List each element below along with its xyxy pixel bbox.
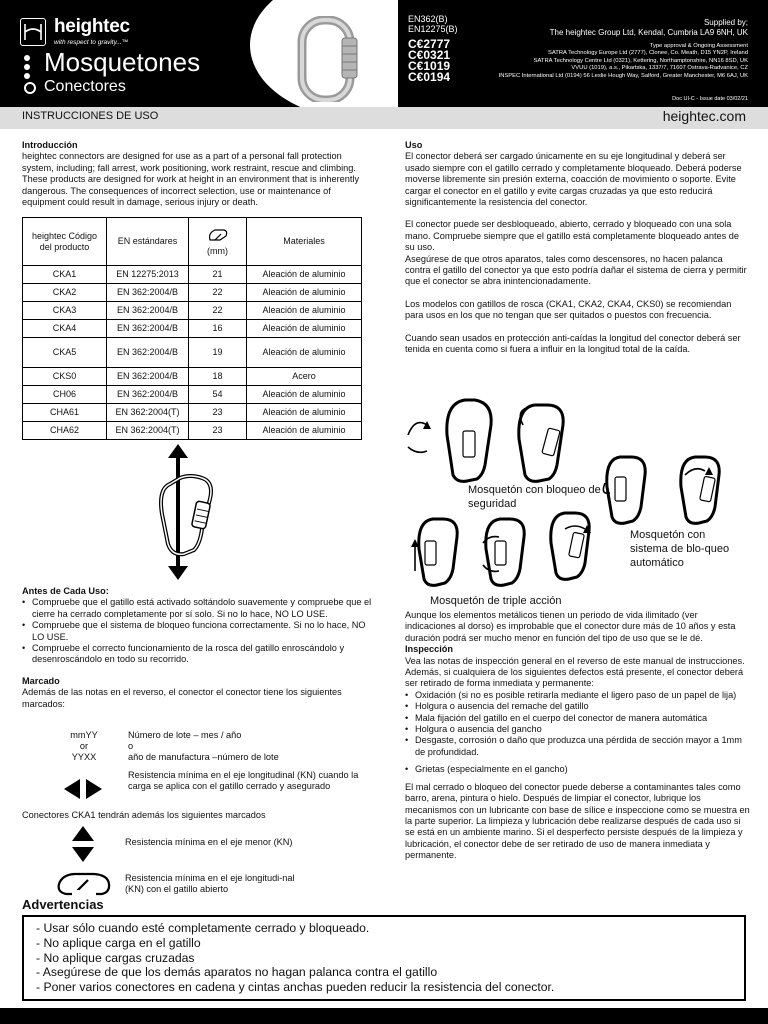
table-row: [23, 404, 362, 422]
table-row: [23, 284, 362, 302]
marking-heading: Marcado: [22, 675, 60, 686]
usage-paragraph: El conector puede ser desbloqueado, abierto, cerrado y bloqueado con una sola mano. Compruebe siempre que el gatillo está completamente bloqueado antes de su uso.: [405, 219, 740, 253]
inspection-list: [405, 690, 750, 776]
cell-standard: EN 362:2004/B: [107, 386, 189, 404]
ce-mark: C€1019: [408, 59, 451, 73]
minor-axis-arrows-icon: [72, 826, 94, 862]
approval-line: Type approval & Ongoing Assessment: [649, 43, 748, 49]
cell-code: CHA61: [23, 404, 107, 422]
cell-standard: EN 362:2004/B: [107, 368, 189, 386]
gate-opening-icon: [207, 227, 229, 243]
before-use-heading: Antes de Cada Uso:: [22, 586, 109, 596]
cell-material: Aleación de aluminio: [247, 302, 362, 320]
safety-lock-label: Mosquetón con bloqueo de seguridad: [468, 484, 601, 510]
table-row: [23, 368, 362, 386]
cell-code: CHA62: [23, 422, 107, 440]
list-item: • Holgura o ausencia del gancho: [405, 724, 750, 735]
cell-gate: 23: [189, 404, 247, 422]
cell-gate: 23: [189, 422, 247, 440]
usage-paragraph: Los modelos con gatillos de rosca (CKA1, CKA2, CKA4, CKS0) se recomiendan para usos en los que no tengan que ser quitados o puestos con frecuencia.: [405, 298, 732, 321]
cell-material: Aleación de aluminio: [247, 320, 362, 338]
gate-open-icon: [56, 870, 112, 898]
cell-standard: EN 362:2004/B: [107, 302, 189, 320]
cell-standard: EN 362:2004(T): [107, 422, 189, 440]
doc-reference: Doc UI-C - Issue date 03/02/21: [672, 96, 748, 102]
list-item: • Grietas (especialmente en el gancho): [405, 764, 750, 775]
right-lower-section: [405, 610, 750, 862]
warning-item: - No aplique carga en el gatillo: [36, 935, 201, 950]
approval-line: SATRA Technology Europe Ltd (2777), Clonee, Co. Meath, D15 YN2P, Ireland: [547, 50, 748, 57]
product-table: [22, 217, 362, 440]
lifespan-text: Aunque los elementos metálicos tienen un periodo de vida ilimitado (ver indicaciones al dorso) es improbable que el conector dure más de 10 años y esta duración podrá ser mucho menor en función del tipo de uso que se le dé.: [405, 610, 736, 643]
website-link[interactable]: heightec.com: [662, 108, 746, 124]
lot-code-meaning: [128, 730, 348, 764]
code-format: mmYY: [70, 730, 98, 740]
cell-standard: EN 362:2004/B: [107, 284, 189, 302]
footer-bar: [0, 1008, 768, 1024]
cell-gate: 19: [189, 338, 247, 368]
cell-standard: EN 362:2004/B: [107, 338, 189, 368]
intro-text: heightec connectors are designed for use as a part of a personal fall protection system, including; fall arrest, work positioning, work restraint, rescue and climbing. These products are designed for work at height in an environment that is inherently dangerous. The consequences of incorrect selection, use or maintenance of equipment could result in damage, serious injury or death.: [22, 151, 360, 208]
cell-material: Acero: [247, 368, 362, 386]
strip-title: INSTRUCCIONES DE USO: [22, 110, 159, 122]
inspection-closing: El mal cerrado o bloqueo del conector puede deberse a contaminantes tales como barro, arena, pintura o hielo. Después de limpiar el conector, lubrique los mecanismos con un lubricante con base de sílice e inspeccione como se muestra en la parte superior. La limpieza y lubricación debe realizarse después de cada uso si se está en un ambiente marino. Si el desperfecto persiste después de la limpieza y lubricación, el conector debe de ser retirado de uso de manera inmediata y permanente.: [405, 781, 750, 861]
minor-axis-text: Resistencia mínima en el eje menor (KN): [125, 837, 293, 847]
approval-line: INSPEC International Ltd (0194) 56 Leslie Hough Way, Salford, Greater Manchester, M6 6AJ, UK: [498, 72, 748, 79]
approvals-list: [499, 43, 748, 80]
longitudinal-axis-arrows-icon: [64, 779, 102, 799]
longitudinal-strength-text: Resistencia mínima en el eje longitudinal (KN) cuando la carga se aplica con el gatillo cerrado y asegurado: [128, 770, 359, 792]
page-subtitle: Conectores: [44, 78, 126, 95]
cell-gate: 21: [189, 266, 247, 284]
standard-item: EN12275(B): [408, 24, 458, 34]
list-item: • Mala fijación del gatillo en el cuerpo del conector de manera automática: [405, 713, 750, 724]
warnings-heading: Advertencias: [22, 897, 104, 912]
usage-paragraph: Cuando sean usados en protección anti-caídas la longitud del conector deberá ser tenida en cuenta como si fuera a influir en la longitud total de la caída.: [405, 332, 741, 355]
cell-code: CKA2: [23, 284, 107, 302]
inspection-text: Vea las notas de inspección general en el reverso de este manual de instrucciones. Además, si cualquiera de los siguientes defectos está presente, el conector deberá ser retirado de forma inmediata y permanente:: [405, 655, 745, 689]
before-use-list: [22, 597, 372, 665]
inspection-heading: Inspección: [405, 644, 453, 655]
approval-line: VVUU (1019), a.s., Pikartska, 1337/7, 71607 Ostrava-Radvanice, CZ: [571, 65, 748, 72]
col-header-standard: EN estándares: [107, 218, 189, 266]
cell-standard: EN 362:2004/B: [107, 320, 189, 338]
warning-item: - Asegúrese de que los demás aparatos no hagan palanca contra el gatillo: [36, 965, 438, 980]
cell-gate: 22: [189, 302, 247, 320]
warning-item: - No aplique cargas cruzadas: [36, 950, 195, 965]
cell-material: Aleación de aluminio: [247, 404, 362, 422]
warning-item: - Usar sólo cuando esté completamente cerrado y bloqueado.: [36, 921, 370, 935]
list-item: • Oxidación (si no es posible retirarla mediante el ligero paso de un papel de lija): [405, 690, 750, 701]
list-item: • Compruebe el correcto funcionamiento de la rosca del gatillo enroscándolo y desenroscándolo en todo su recorrido.: [22, 643, 372, 666]
title-dots-icon: [24, 55, 32, 82]
table-row: [23, 302, 362, 320]
code-format: YYXX: [71, 752, 97, 763]
cell-gate: 54: [189, 386, 247, 404]
triple-action-label: Mosquetón de triple acción: [430, 595, 562, 607]
cell-material: Aleación de aluminio: [247, 422, 362, 440]
ce-mark: C€0194: [408, 70, 451, 84]
standard-item: EN362(B): [408, 14, 448, 24]
standards: [408, 14, 458, 34]
intro-heading: Introducción: [22, 140, 78, 150]
code-format: or: [79, 741, 89, 752]
list-item: • Holgura o ausencia del remache del gatillo: [405, 701, 750, 712]
page-title: Mosquetones: [44, 47, 201, 77]
col-header-code: heightec Código del producto: [23, 218, 107, 266]
right-column: [405, 140, 750, 356]
before-use-section: [22, 586, 372, 710]
cell-gate: 18: [189, 368, 247, 386]
cell-material: Aleación de aluminio: [247, 266, 362, 284]
cell-code: CKA4: [23, 320, 107, 338]
list-item: • Desgaste, corrosión o daño que produzca una pérdida de sección mayor a 1mm de profundidad.: [405, 735, 750, 758]
lot-code-format: [64, 730, 104, 764]
ce-mark: C€2777: [408, 37, 451, 51]
table-row: [23, 320, 362, 338]
gate-open-text: Resistencia mínima en el eje longitudi-nal (KN) con el gatillo abierto: [125, 873, 295, 895]
list-item: • Compruebe que el sistema de bloqueo funciona correctamente. Si no lo hace, NO LO USE.: [22, 620, 372, 643]
cell-code: CKA5: [23, 338, 107, 368]
col-header-gate: [189, 218, 247, 266]
cell-code: CKS0: [23, 368, 107, 386]
cell-material: Aleación de aluminio: [247, 284, 362, 302]
warning-item: - Poner varios conectores en cadena y cintas anchas pueden reducir la resistencia del conector.: [36, 980, 555, 995]
table-row: [23, 422, 362, 440]
cell-material: Aleación de aluminio: [247, 338, 362, 368]
supplier-info: [550, 18, 748, 38]
supplied-by-label: Supplied by;: [703, 18, 748, 27]
approval-line: SATRA Technology Centre Ltd (0321), Kettering, Northamptonshire, NN16 8SD, UK: [533, 57, 748, 64]
code-meaning: o: [128, 741, 134, 752]
cell-material: Aleación de aluminio: [247, 386, 362, 404]
cell-code: CH06: [23, 386, 107, 404]
cell-standard: EN 12275:2013: [107, 266, 189, 284]
code-meaning: año de manufactura –número de lote: [128, 752, 279, 763]
header-right: [398, 0, 768, 107]
ce-marks: [408, 39, 450, 83]
cell-gate: 22: [189, 284, 247, 302]
list-item: • Compruebe que el gatillo está activado soltándolo suavemente y compruebe que el cierre ha cerrado completamente por sí solo. Si no lo hace, NO LO USE.: [22, 597, 372, 620]
cell-code: CKA3: [23, 302, 107, 320]
logo-text: heightec: [54, 16, 130, 37]
marking-text: Además de las notas en el reverso, el conector el conector tiene los siguientes marcados:: [22, 687, 342, 709]
auto-lock-label: Mosquetón con sistema de blo-queo automático: [630, 529, 730, 569]
company-address: The heightec Group Ltd, Kendal, Cumbria LA9 6NH, UK: [549, 28, 748, 37]
col-header-material: Materiales: [247, 218, 362, 266]
logo-tagline: with respect to gravity...™: [54, 39, 129, 46]
carabiner-hero-image: [292, 16, 362, 102]
cell-standard: EN 362:2004(T): [107, 404, 189, 422]
ce-mark: C€0321: [408, 48, 451, 62]
carabiner-load-axis-diagram: [150, 444, 220, 580]
left-column: [22, 140, 372, 440]
cell-code: CKA1: [23, 266, 107, 284]
table-header-row: [23, 218, 362, 266]
table-row: [23, 338, 362, 368]
usage-paragraph: Asegúrese de que otros aparatos, tales como descensores, no hacen palanca contra el gatillo del conector ya que esto podría dañar el sistema de cierra y permitir que el conector se abra inintencionadamente.: [405, 253, 747, 287]
table-row: [23, 386, 362, 404]
usage-heading: Uso: [405, 140, 423, 150]
table-row: [23, 266, 362, 284]
gate-unit: (mm): [207, 245, 228, 256]
cell-gate: 16: [189, 320, 247, 338]
code-meaning: Número de lote – mes / año: [128, 730, 242, 740]
heightec-logo-icon: [20, 18, 46, 46]
warnings-box: [22, 915, 746, 1001]
ring-icon: [24, 82, 36, 94]
cka1-marking-text: Conectores CKA1 tendrán además los siguientes marcados: [22, 810, 266, 820]
usage-paragraph: El conector deberá ser cargado únicamente en su eje longitudinal y deberá ser usado siempre con el gatillo cerrado y completamente bloqueado. Deberá poderse moverse libremente sin presión externa, coacción de movimiento o soporte. Evite cargar el conector en el gatillo y evite cargas cruzadas ya que esto reducirá significantemente la resistencia del conector.: [405, 151, 742, 208]
